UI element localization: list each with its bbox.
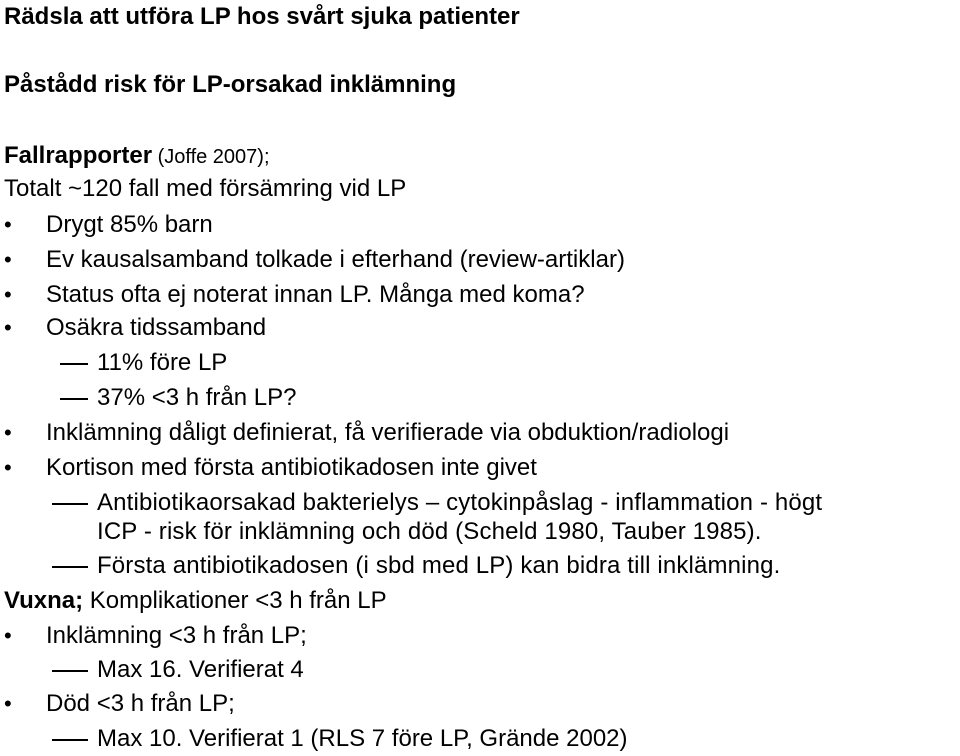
sub-list-item-text: Första antibiotikadosen (i sbd med LP) kan bidra till inklämning. bbox=[97, 552, 781, 579]
sub-list-item-text: Antibiotikaorsakad bakterielys – cytokinpåslag - inflammation - högt bbox=[97, 489, 823, 516]
list-item-text: Inklämning dåligt definierat, få verifierade via obduktion/radiologi bbox=[46, 419, 730, 446]
dash-icon bbox=[60, 398, 88, 400]
sub-list-item-text: Max 16. Verifierat 4 bbox=[97, 656, 304, 683]
sub-list-item-text: Max 10. Verifierat 1 (RLS 7 före LP, Grände 2002) bbox=[97, 725, 628, 752]
list-item-text: Drygt 85% barn bbox=[46, 211, 213, 238]
section-heading-rest: Komplikationer <3 h från LP bbox=[83, 587, 387, 614]
list-item-text: Kortison med första antibiotikadosen inte givet bbox=[46, 454, 537, 481]
dash-icon bbox=[52, 739, 88, 741]
page-title-text: Rädsla att utföra LP hos svårt sjuka patienter bbox=[4, 3, 520, 30]
section-heading-bold: Fallrapporter bbox=[4, 142, 153, 169]
section-heading-text bbox=[4, 141, 270, 172]
list-item-text: Inklämning <3 h från LP; bbox=[46, 622, 307, 649]
dash-icon bbox=[52, 503, 88, 505]
list-item-text: Status ofta ej noterat innan LP. Många med koma? bbox=[46, 281, 585, 308]
section-heading-citation: (Joffe 2007); bbox=[152, 146, 270, 168]
bullet-icon: • bbox=[4, 282, 12, 307]
bullet-icon: • bbox=[4, 212, 12, 237]
dash-icon bbox=[52, 566, 88, 568]
section-intro-text: Totalt ~120 fall med försämring vid LP bbox=[4, 175, 407, 202]
bullet-icon: • bbox=[4, 247, 12, 272]
bullet-icon: • bbox=[4, 691, 12, 716]
section-heading-text bbox=[4, 586, 387, 616]
bullet-icon: • bbox=[4, 455, 12, 480]
page-subtitle-text: Påstådd risk för LP-orsakad inklämning bbox=[4, 71, 457, 98]
list-item-text: Osäkra tidssamband bbox=[46, 314, 267, 341]
dash-icon bbox=[52, 670, 88, 672]
section-heading-bold: Vuxna; bbox=[4, 587, 84, 614]
sub-list-item-text: ICP - risk för inklämning och död (Scheld 1980, Tauber 1985). bbox=[97, 518, 762, 545]
bullet-icon: • bbox=[4, 315, 12, 340]
bullet-icon: • bbox=[4, 420, 12, 445]
sub-list-item-text: 11% före LP bbox=[97, 349, 228, 376]
dash-icon bbox=[60, 363, 88, 365]
list-item-text: Död <3 h från LP; bbox=[46, 690, 235, 717]
sub-list-item-text: 37% <3 h från LP? bbox=[97, 384, 297, 411]
bullet-icon: • bbox=[4, 623, 12, 648]
list-item-text: Ev kausalsamband tolkade i efterhand (review-artiklar) bbox=[46, 246, 625, 273]
